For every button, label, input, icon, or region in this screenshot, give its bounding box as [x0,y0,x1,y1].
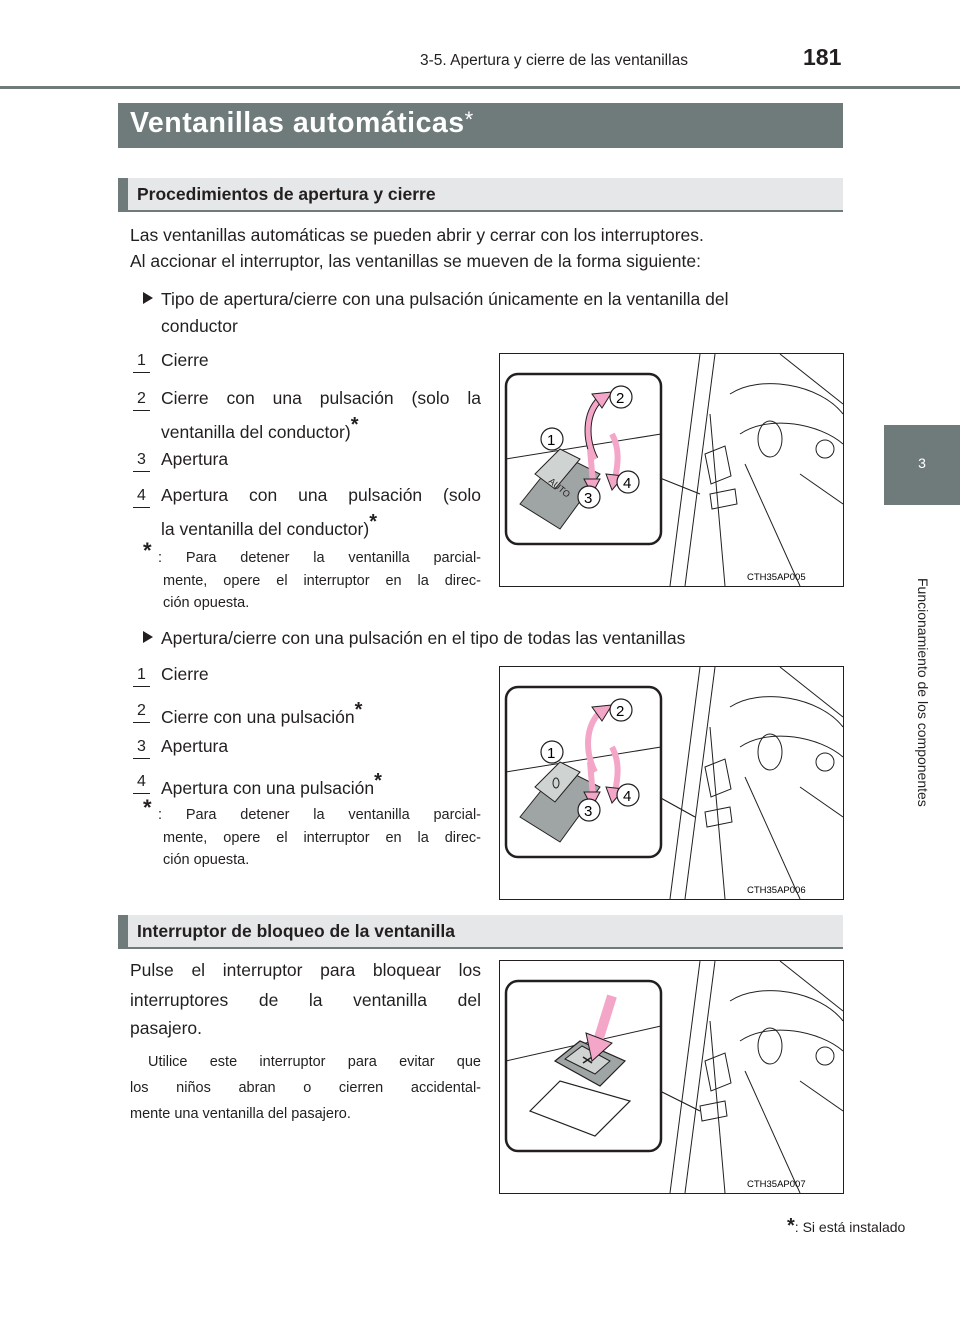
figure-illustration [500,667,843,899]
item-text-content: Cierre con una pulsación [161,706,355,727]
lock-para-line-2: interruptores de la ventanilla del [130,990,481,1010]
figure-all-windows-switch [499,666,844,900]
intro-line-1: Las ventanillas automáticas se pueden abrir y cerrar con los interruptores. [130,225,704,245]
figure-driver-switch [499,353,844,587]
page-number: 181 [803,44,842,70]
item-text-cont-text: ventanilla del conductor) [161,421,351,442]
item-text: Apertura con una pulsación (solo [161,485,481,505]
note-line-3: ción opuesta. [163,852,250,868]
item-text-content: Apertura con una pulsación [161,777,375,798]
asterisk: * [374,770,382,792]
page-title [130,107,474,140]
triangle-bullet-icon [143,292,153,304]
callout-1: 1 [547,432,556,449]
note-line-2: mente, opere el interruptor en la direc- [163,573,481,589]
note-line-1: : Para detener la ventanilla parcial- [158,550,481,566]
header-rule [0,86,960,89]
item-number: 4 [133,771,150,794]
lock-note-line-3: mente una ventanilla del pasajero. [130,1106,351,1122]
bullet-one-touch-all [143,623,843,653]
item-text [161,766,382,803]
item-number: 2 [133,388,150,411]
item-number: 2 [133,700,150,723]
chapter-tab: 3 [884,425,960,505]
asterisk: * [350,414,359,436]
lock-note-line-1: Utilice este interruptor para evitar que [148,1054,481,1070]
chapter-title-vertical: Funcionamiento de los componentes [915,578,931,807]
bullet-one-touch-driver [143,284,843,314]
callout-3: 3 [584,490,593,507]
figure-code: CTH35AP007 [747,1179,806,1190]
item-text: Apertura [161,449,229,469]
callout-4: 4 [623,788,632,805]
figure-illustration [500,961,843,1193]
item-text: Cierre [161,664,209,684]
triangle-bullet-icon [143,631,153,643]
callout-4: 4 [623,475,632,492]
note-line-2: mente, opere el interruptor en la direc- [163,830,481,846]
item-number: 3 [133,449,150,472]
callout-3: 3 [584,803,593,820]
item-text [161,695,362,732]
asterisk: * [354,699,363,721]
subheading-procedimientos: Procedimientos de apertura y cierre [137,184,436,204]
figure-illustration [500,354,843,586]
item-number: 3 [133,736,150,759]
page-title-text: Ventanillas automáticas [130,107,465,139]
intro-line-2: Al accionar el interruptor, las ventanillas se mueven de la forma siguiente: [130,251,701,271]
subheading-marker-1 [118,178,128,212]
item-number: 4 [133,485,150,508]
item-text-cont [161,410,359,447]
callout-2: 2 [616,390,625,407]
item-number: 1 [133,664,150,687]
running-header-section: 3-5. Apertura y cierre de las ventanillas [420,52,688,69]
footnote-asterisk: * [787,1215,795,1237]
item-number: 1 [133,350,150,373]
callout-1: 1 [547,745,556,762]
subheading-marker-2 [118,915,128,949]
item-text: Apertura [161,736,229,756]
bullet-1-line-2: conductor [161,316,238,336]
figure-code: CTH35AP005 [747,572,806,583]
note-line-1: : Para detener la ventanilla parcial- [158,807,481,823]
item-text: Cierre [161,350,209,370]
item-text-cont-text: la ventanilla del conductor) [161,518,370,539]
figure-code: CTH35AP006 [747,885,806,896]
lock-para-line-1: Pulse el interruptor para bloquear los [130,960,481,980]
bullet-2-line-1: Apertura/cierre con una pulsación en el tipo de todas las ventanillas [161,628,686,648]
footnote-text: : Si está instalado [794,1219,906,1235]
note-asterisk: * [143,795,152,820]
item-text-cont [161,507,377,544]
item-text: Cierre con una pulsación (solo la [161,388,481,408]
callout-2: 2 [616,703,625,720]
lock-note-line-2: los niños abran o cierren accidental- [130,1080,481,1096]
note-asterisk: * [143,538,152,563]
footnote [787,1215,905,1238]
subheading-bloqueo: Interruptor de bloqueo de la ventanilla [137,921,455,941]
title-asterisk: * [464,107,474,132]
figure-lock-switch [499,960,844,1194]
note-line-3: ción opuesta. [163,595,250,611]
auto-label: AUTO [546,475,573,500]
lock-para-line-3: pasajero. [130,1018,202,1038]
bullet-1-line-1: Tipo de apertura/cierre con una pulsación únicamente en la ventanilla del [161,289,729,309]
asterisk: * [369,511,377,533]
